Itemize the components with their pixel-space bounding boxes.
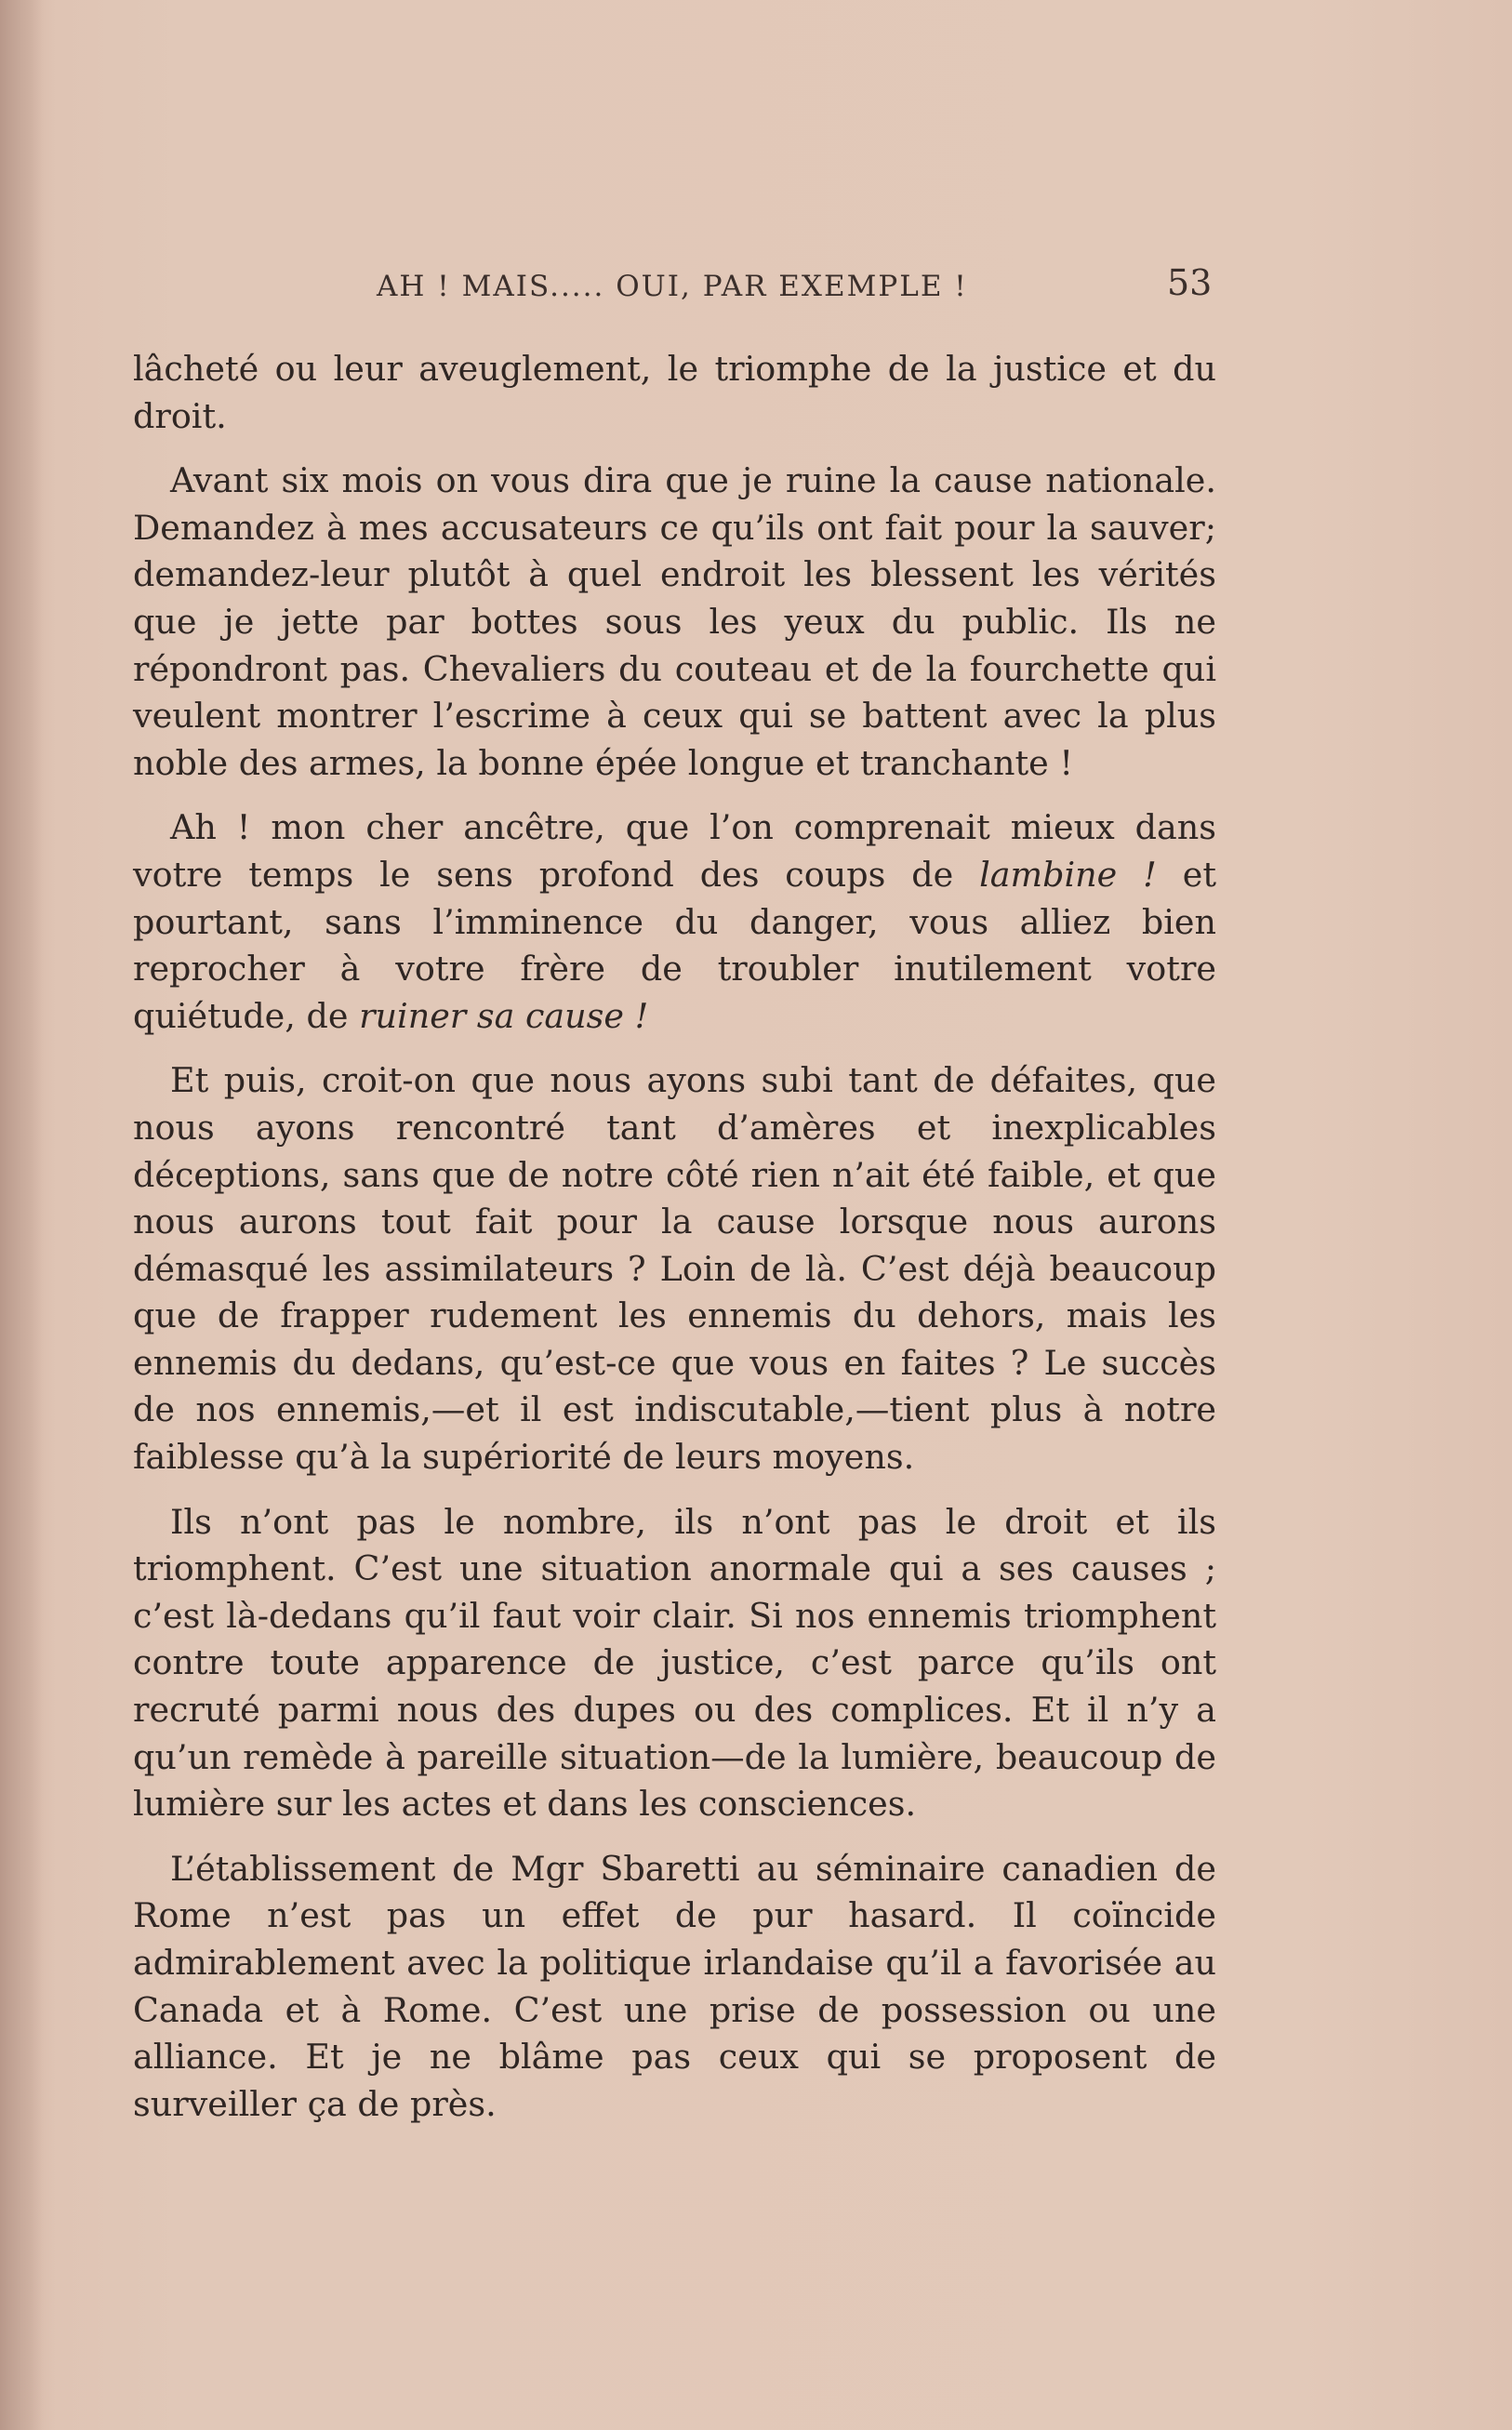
paragraph-3-italic-ruiner: ruiner sa cause ! xyxy=(359,995,649,1036)
paragraph-3 xyxy=(133,804,1216,1040)
paragraph-3-text-b: et pourtant, sans l’imminence du danger, vous alliez bien reprocher à votre frère de troubler inutilement votre quiétude, de xyxy=(133,854,1216,1036)
paragraph-3-italic-lambine: lambine ! xyxy=(979,854,1157,895)
paragraph-2: Avant six mois on vous dira que je ruine la cause nationale. Demandez à mes accusateurs ce qu’ils ont fait pour la sauver; demandez-leur plutôt à quel endroit les blessent les vérités que je jette par bottes sous les yeux du public. Ils ne répondront pas. Chevaliers du couteau et de la fourchette qui veulent montrer l’escrime à ceux qui se battent avec la plus noble des armes, la bonne épée longue et tranchante ! xyxy=(133,460,1216,783)
paragraph-6: L’établissement de Mgr Sbaretti au séminaire canadien de Rome n’est pas un effet de pur hasard. Il coïncide admirablement avec la politique irlandaise qu’il a favorisée au Canada et à Rome. C’est une prise de possession ou une alliance. Et je ne blâme pas ceux qui se proposent de surveiller ça de près. xyxy=(133,1848,1216,2124)
running-head: AH ! MAIS..... OUI, PAR EXEMPLE ! xyxy=(377,270,968,303)
paragraph-3-text-a: Ah ! mon cher ancêtre, que l’on comprenait mieux dans votre temps le sens profond des coups de xyxy=(133,807,1216,895)
page-binding-edge xyxy=(0,0,43,2430)
paragraph-1: lâcheté ou leur aveuglement, le triomphe de la justice et du droit. xyxy=(133,349,1216,436)
page-number: 53 xyxy=(1167,262,1213,303)
body-text xyxy=(133,346,1216,2128)
paragraph-4: Et puis, croit-on que nous ayons subi tant de défaites, que nous ayons rencontré tant d’amères et inexplicables déceptions, sans que de notre côté rien n’ait été faible, et que nous aurons tout fait pour la cause lorsque nous aurons démasqué les assimilateurs ? Loin de là. C’est déjà beaucoup que de frapper rudement les ennemis du dehors, mais les ennemis du dedans, qu’est-ce que vous en faites ? Le succès de nos ennemis,—et il est indiscutable,—tient plus à notre faiblesse qu’à la supériorité de leurs moyens. xyxy=(133,1060,1216,1478)
paragraph-5: Ils n’ont pas le nombre, ils n’ont pas le droit et ils triomphent. C’est une situation anormale qui a ses causes ; c’est là-dedans qu’il faut voir clair. Si nos ennemis triomphent contre toute apparence de justice, c’est parce qu’ils ont recruté parmi nous des dupes ou des complices. Et il n’y a qu’un remède à pareille situation—de la lumière, beaucoup de lumière sur les actes et dans les consciences. xyxy=(133,1501,1216,1825)
